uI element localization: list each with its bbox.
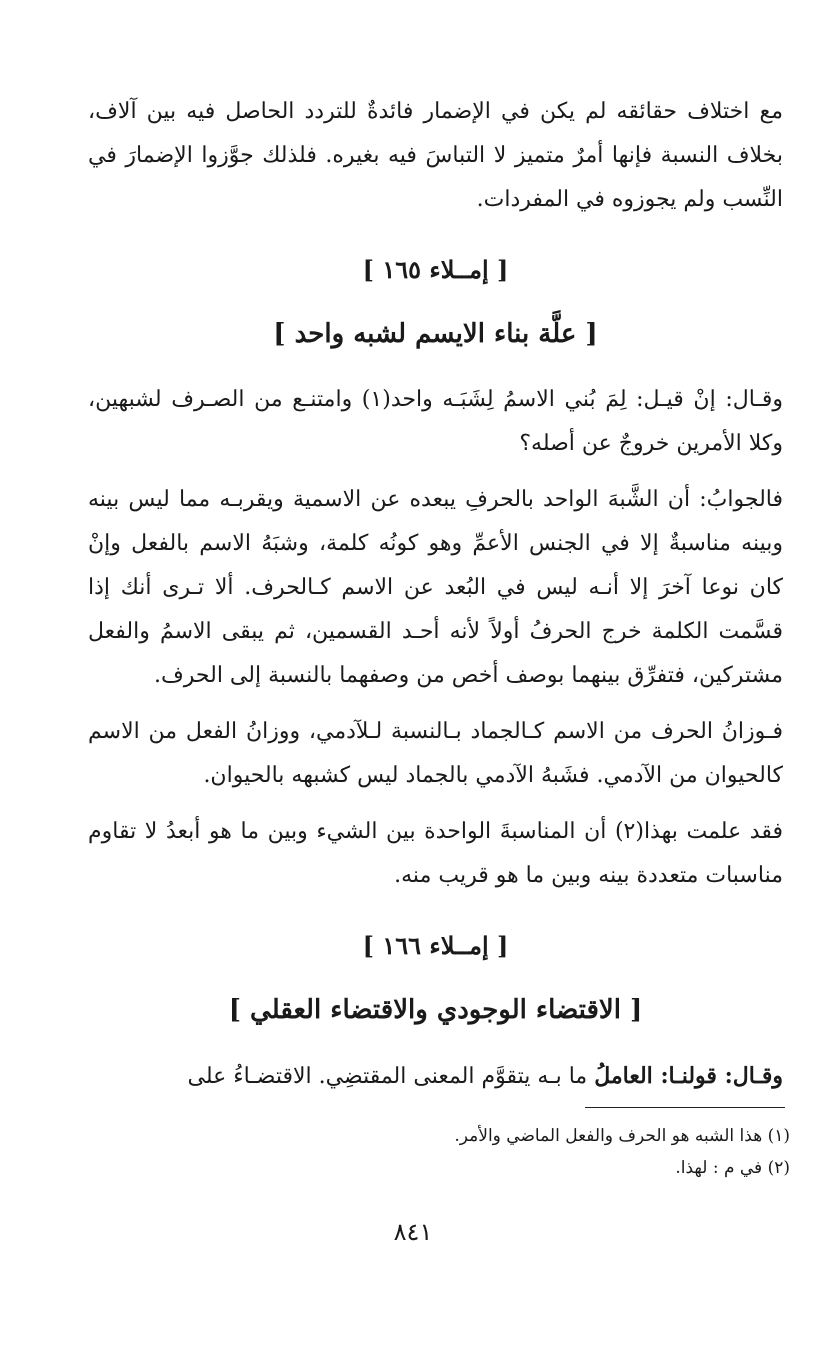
- dictation-heading-166: [ إمــلاء ١٦٦ ]: [362, 931, 509, 960]
- definition-lead: وقـال: قولنـا: العاملُ: [594, 1063, 783, 1089]
- section-title-166: [ الاقتضاء الوجودي والاقتضاء العقلي ]: [228, 995, 643, 1025]
- section-title-165: [ علَّة بناء الايسم لشبه واحد ]: [273, 319, 598, 349]
- paragraph-answer: فالجوابُ: أن الشَّبهَ الواحد بالحرفِ يبعده عن الاسمية ويقربـه مما ليس بينه وبينه مناسبةٌ إلا في الجنس الأعمِّ وهو كونُه كلمة، وشبَهُ الاسم بالفعل وإنْ كان نوعا آخرَ إلا أنـه ليس في البُعد عن الاسم كـالحرف. ألا تـرى أنك إذا قسَّمت الكلمة خرج الحرفُ أولاً لأنه أحـد القسمين، ثم يبقى الاسمُ والفعل مشتركين، فتفرِّق بينهما بوصف أخص من وصفهما بالنسبة إلى الحرف.: [88, 487, 783, 688]
- paragraph-question: وقـال: إنْ قيـل: لِمَ بُني الاسمُ لِشَبَـه واحد(١) وامتنـع من الصـرف لشبهين، وكلا الأمرين خروجٌ عن أصله؟: [88, 387, 784, 456]
- dictation-heading-165: [ إمــلاء ١٦٥ ]: [362, 255, 509, 284]
- paragraph-intro: مع اختلاف حقائقه لم يكن في الإضمار فائدةٌ للتردد الحاصل فيه بين آلاف، بخلاف النسبة فإنها أمرٌ متميز لا التباسَ فيه بغيره. فلذلك جوَّزوا الإضمارَ في النِّسب ولم يجوزوه في المفردات.: [88, 99, 783, 212]
- footnote-1: (١) هذا الشبه هو الحرف والفعل الماضي والأمر.: [454, 1126, 790, 1146]
- page-body: [88, 90, 783, 1099]
- paragraph-conclusion: فقد علمت بهذا(٢) أن المناسبةَ الواحدة بين الشيء وبين ما هو أبعدُ لا تقاوم مناسبات متعددة بينه وبين ما هو قريب منه.: [88, 819, 783, 888]
- paragraph-definition: [88, 1054, 783, 1099]
- footnotes: [88, 1120, 790, 1184]
- footnote-divider: [585, 1107, 785, 1108]
- definition-text: ما بـه يتقوَّم المعنى المقتضِي. الاقتضـاءُ على: [187, 1064, 595, 1089]
- page-number: ٨٤١: [393, 1218, 433, 1246]
- paragraph-analogy: فـوزانُ الحرف من الاسم كـالجماد بـالنسبة لـلآدمي، ووزانُ الفعل من الاسم كالحيوان من الآدمي. فشَبهُ الآدمي بالجماد ليس كشبهه بالحيوان.: [88, 719, 783, 788]
- footnote-2: (٢) في م : لهذا.: [675, 1158, 790, 1178]
